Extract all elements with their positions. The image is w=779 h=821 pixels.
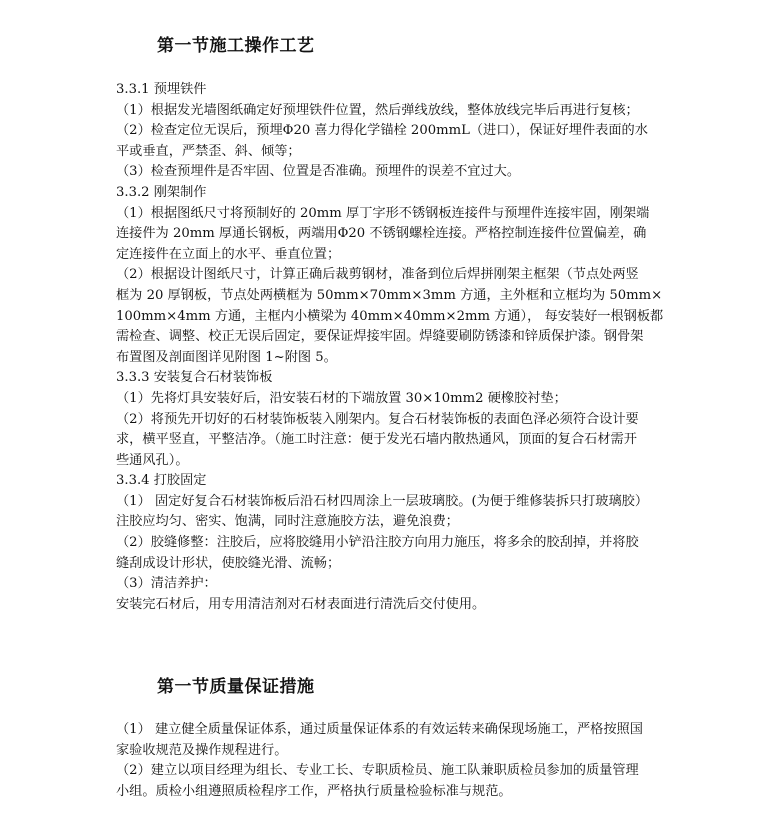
text-line: 需检查、调整、校正无误后固定，要保证焊接牢固。焊缝要刷防锈漆和锌质保护漆。钢骨架	[116, 329, 644, 345]
text-line: 框为 20 厚钢板，节点处两横框为 50mm×70mm×3mm 方通，主外框和立框均为 50mm×	[116, 287, 663, 303]
section-body-quality-assurance	[116, 720, 676, 802]
text-line: 平或垂直，严禁歪、斜、倾等；	[116, 143, 301, 159]
text-line: （1） 建立健全质量保证体系，通过质量保证体系的有效运转来确保现场施工，严格按照国	[116, 722, 643, 737]
text-line: 安装完石材后，用专用清洁剂对石材表面进行清洗后交付使用。	[116, 596, 486, 612]
text-line: 100mm×4mm 方通，主框内小横梁为 40mm×40mm×2mm 方通）， 每安装好一根钢板都	[116, 308, 664, 324]
text-line: （3）清洁养护：	[116, 576, 217, 592]
text-line: 3.3.1 预埋铁件	[116, 82, 207, 97]
text-line: 定连接件在立面上的水平、垂直位置；	[116, 246, 341, 262]
text-line: 布置图及剖面图详见附图 1~附图 5。	[116, 349, 337, 365]
section-heading-construction-process: 第一节施工操作工艺	[157, 36, 315, 56]
text-line: （2）检查定位无误后，预埋Φ20 喜力得化学锚栓 200mmL（进口），保证好埋件表面的水	[116, 123, 648, 139]
text-line: 家验收规范及操作规程进行。	[116, 742, 288, 758]
text-line: （1）根据发光墙图纸确定好预埋铁件位置，然后弹线放线，整体放线完毕后再进行复核；	[116, 102, 639, 118]
text-line: （1）先将灯具安装好后，沿安装石材的下端放置 30×10mm2 硬橡胶衬垫；	[116, 390, 567, 406]
text-line: 3.3.4 打胶固定	[116, 473, 207, 489]
text-line: （1）根据图纸尺寸将预制好的 20mm 厚丁字形不锈钢板连接件与预埋件连接牢固，刚架端	[116, 205, 650, 221]
section-body-construction-process	[116, 80, 676, 615]
text-line: 缝刮成设计形状，使胶缝光滑、流畅；	[116, 555, 341, 571]
text-line: 求，横平竖直，平整洁净。（施工时注意：便于发光石墙内散热通风，顶面的复合石材需开	[116, 432, 637, 448]
text-line: （3）检查预埋件是否牢固、位置是否准确。预埋件的误差不宜过大。	[116, 164, 521, 180]
text-line: 些通风孔）。	[116, 452, 189, 468]
text-line: （1） 固定好复合石材装饰板后沿石材四周涂上一层玻璃胶。(为便于维修装拆只打玻璃胶）	[116, 493, 649, 509]
text-line: 小组。质检小组遵照质检程序工作，严格执行质量检验标准与规范。	[116, 783, 512, 799]
text-line: 注胶应均匀、密实、饱满，同时注意施胶方法，避免浪费；	[116, 514, 459, 530]
text-line: （2）建立以项目经理为组长、专业工长、专职质检员、施工队兼职质检员参加的质量管理	[116, 763, 639, 779]
text-line: 3.3.3 安装复合石材装饰板	[116, 370, 273, 386]
text-line: （2）胶缝修整：注胶后，应将胶缝用小铲沿注胶方向用力施压，将多余的胶刮掉，并将胶	[116, 535, 639, 551]
text-line: （2）将预先开切好的石材装饰板装入刚架内。复合石材装饰板的表面色泽必须符合设计要	[116, 411, 639, 427]
text-line: 3.3.2 刚架制作	[116, 184, 207, 200]
section-heading-quality-assurance: 第一节质量保证措施	[157, 677, 315, 697]
text-line: （2）根据设计图纸尺寸，计算正确后裁剪钢材，准备到位后焊拼刚架主框架（节点处两竖	[116, 267, 639, 283]
text-line: 连接件为 20mm 厚通长钢板，两端用Φ20 不锈钢螺栓连接。严格控制连接件位置偏差，确	[116, 226, 647, 242]
